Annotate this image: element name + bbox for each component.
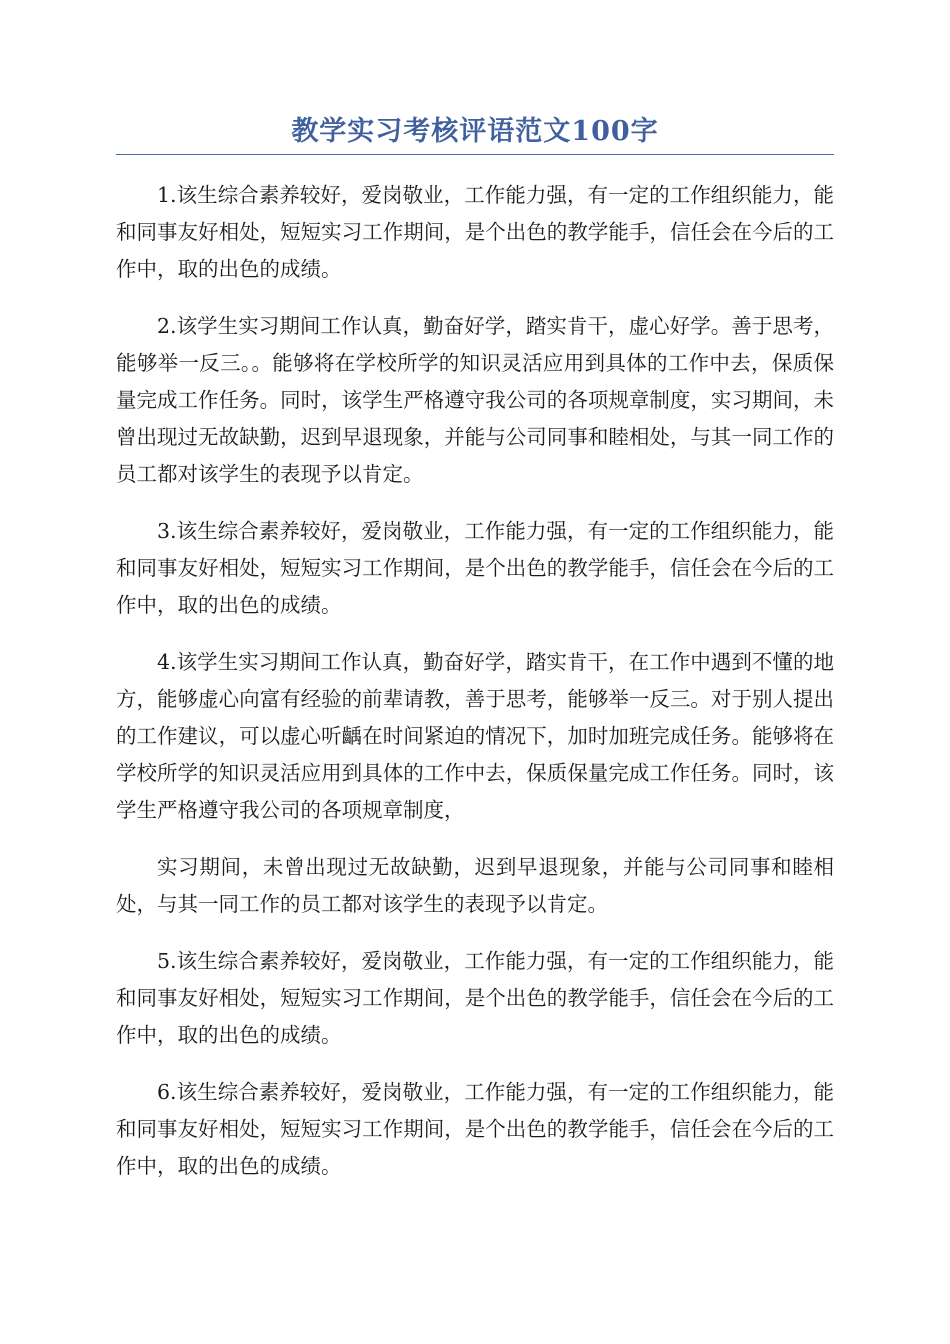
paragraph-4-continued: 实习期间，未曾出现过无故缺勤，迟到早退现象，并能与公司同事和睦相处，与其一同工作的员工都对该学生的表现予以肯定。 [116, 855, 834, 916]
paragraph-1: 1.该生综合素养较好，爱岗敬业，工作能力强，有一定的工作组织能力，能和同事友好相处，短短实习工作期间，是个出色的教学能手，信任会在今后的工作中，取的出色的成绩。 [116, 183, 834, 281]
title-underline [116, 154, 834, 155]
paragraph-3: 3.该生综合素养较好，爱岗敬业，工作能力强，有一定的工作组织能力，能和同事友好相处，短短实习工作期间，是个出色的教学能手，信任会在今后的工作中，取的出色的成绩。 [116, 519, 834, 617]
document-title: 教学实习考核评语范文100字 [291, 116, 659, 147]
paragraph-6: 6.该生综合素养较好，爱岗敬业，工作能力强，有一定的工作组织能力，能和同事友好相处，短短实习工作期间，是个出色的教学能手，信任会在今后的工作中，取的出色的成绩。 [116, 1080, 834, 1178]
paragraph-2: 2.该学生实习期间工作认真，勤奋好学，踏实肯干，虚心好学。善于思考，能够举一反三。。能够将在学校所学的知识灵活应用到具体的工作中去，保质保量完成工作任务。同时，该学生严格遵守我公司的各项规章制度，实习期间，未曾出现过无故缺勤，迟到早退现象，并能与公司同事和睦相处，与其一同工作的员工都对该学生的表现予以肯定。 [116, 314, 834, 486]
paragraph-5: 5.该生综合素养较好，爱岗敬业，工作能力强，有一定的工作组织能力，能和同事友好相处，短短实习工作期间，是个出色的教学能手，信任会在今后的工作中，取的出色的成绩。 [116, 949, 834, 1047]
paragraph-4: 4.该学生实习期间工作认真，勤奋好学，踏实肯干，在工作中遇到不懂的地方，能够虚心向富有经验的前辈请教，善于思考，能够举一反三。对于别人提出的工作建议，可以虚心听齲在时间紧迫的情况下，加时加班完成任务。能够将在学校所学的知识灵活应用到具体的工作中去，保质保量完成工作任务。同时，该学生严格遵守我公司的各项规章制度， [116, 650, 834, 822]
document-page [116, 112, 834, 1205]
document-body [116, 177, 834, 1185]
